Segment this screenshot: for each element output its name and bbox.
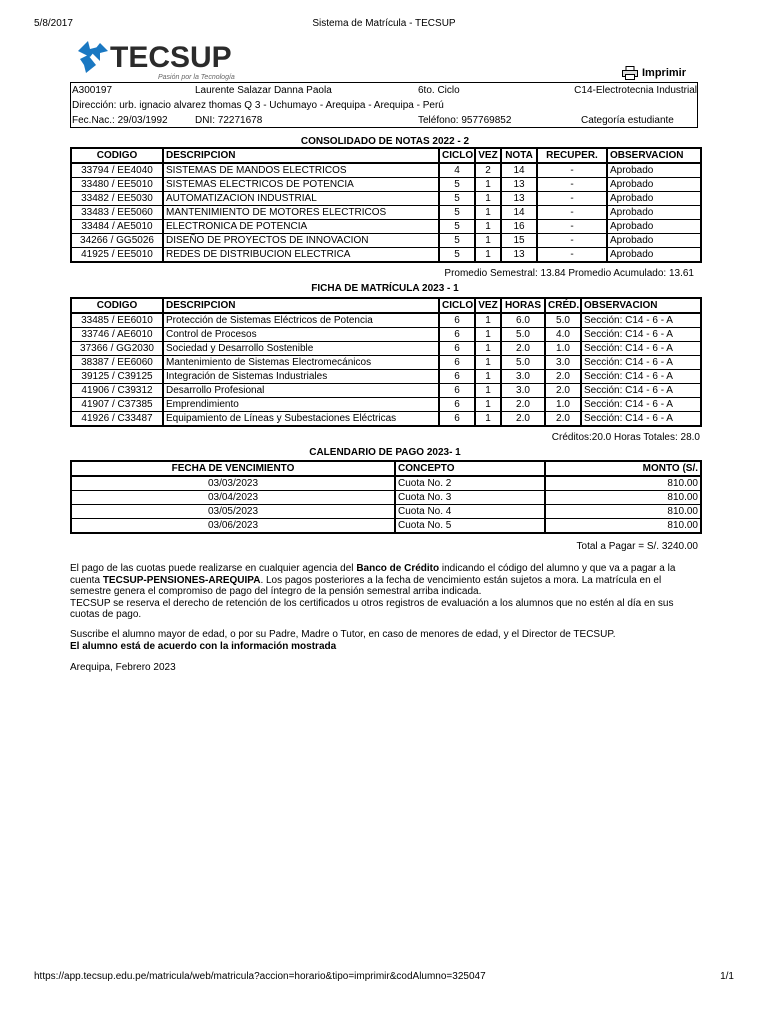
- student-dni: DNI: 72271678: [195, 115, 263, 126]
- table-cell: 1.0: [545, 398, 581, 412]
- table-row: [71, 220, 701, 234]
- table-cell: Aprobado: [607, 178, 701, 192]
- table-cell: 6: [439, 384, 475, 398]
- column-header: CODIGO: [71, 298, 163, 313]
- table-cell: Aprobado: [607, 234, 701, 248]
- table-cell: 2.0: [501, 412, 545, 427]
- bank-name: Banco de Crédito: [356, 563, 440, 574]
- table-row: [71, 370, 701, 384]
- column-header: OBSERVACION: [581, 298, 701, 313]
- table-cell: Aprobado: [607, 248, 701, 263]
- table-row: [71, 384, 701, 398]
- table-row: [71, 163, 701, 178]
- student-name: Laurente Salazar Danna Paola: [195, 85, 332, 96]
- table-cell: 5.0: [545, 313, 581, 328]
- table-cell: Emprendimiento: [163, 398, 439, 412]
- table-cell: Sección: C14 - 6 - A: [581, 398, 701, 412]
- enrollment-table: [70, 297, 702, 427]
- table-cell: Sección: C14 - 6 - A: [581, 328, 701, 342]
- grades-title: CONSOLIDADO DE NOTAS 2022 - 2: [300, 136, 470, 147]
- agreement-notice: El alumno está de acuerdo con la información mostrada: [70, 640, 337, 652]
- table-cell: 810.00: [545, 505, 701, 519]
- logo-tagline: Pasión por la Tecnología: [158, 74, 235, 81]
- place-date: Arequipa, Febrero 2023: [70, 662, 176, 673]
- table-cell: 5.0: [501, 328, 545, 342]
- table-row: [71, 206, 701, 220]
- grades-table: [70, 147, 702, 263]
- table-cell: 6: [439, 398, 475, 412]
- table-cell: Aprobado: [607, 192, 701, 206]
- table-cell: 33485 / EE6010: [71, 313, 163, 328]
- table-cell: Equipamiento de Líneas y Subestaciones Eléctricas: [163, 412, 439, 427]
- table-cell: 4: [439, 163, 475, 178]
- table-cell: -: [537, 163, 607, 178]
- table-cell: 03/03/2023: [71, 476, 395, 491]
- table-cell: Cuota No. 4: [395, 505, 545, 519]
- table-cell: 1: [475, 370, 501, 384]
- table-row: [71, 178, 701, 192]
- payments-total: Total a Pagar = S/. 3240.00: [576, 541, 698, 552]
- table-row: [71, 476, 701, 491]
- table-row: [71, 313, 701, 328]
- table-cell: 5: [439, 192, 475, 206]
- table-cell: 6: [439, 313, 475, 328]
- table-cell: 6: [439, 412, 475, 427]
- print-button[interactable]: [622, 64, 702, 82]
- table-cell: 39125 / C39125: [71, 370, 163, 384]
- table-cell: 6: [439, 328, 475, 342]
- table-cell: 2.0: [545, 370, 581, 384]
- table-cell: 2.0: [501, 398, 545, 412]
- student-category: Categoría estudiante: [581, 115, 674, 126]
- table-cell: 5: [439, 178, 475, 192]
- table-cell: 1: [475, 342, 501, 356]
- table-cell: 3.0: [501, 384, 545, 398]
- table-cell: 33483 / EE5060: [71, 206, 163, 220]
- footer-page: 1/1: [720, 971, 734, 982]
- table-cell: 2: [475, 163, 501, 178]
- table-cell: Cuota No. 2: [395, 476, 545, 491]
- table-cell: 34266 / GG5026: [71, 234, 163, 248]
- table-cell: 1: [475, 206, 501, 220]
- table-cell: Desarrollo Profesional: [163, 384, 439, 398]
- table-row: [71, 412, 701, 427]
- table-cell: 2.0: [545, 384, 581, 398]
- column-header: DESCRIPCION: [163, 148, 439, 163]
- student-info-box: [70, 82, 698, 128]
- table-cell: 03/05/2023: [71, 505, 395, 519]
- table-cell: 13: [501, 248, 537, 263]
- table-cell: -: [537, 206, 607, 220]
- retention-notice: TECSUP se reserva el derecho de retención de los certificados u otros registros de evaluación a los alumnos que no estén al día en sus cuotas de pago.: [70, 597, 674, 620]
- table-cell: 5: [439, 248, 475, 263]
- table-cell: -: [537, 178, 607, 192]
- table-cell: 6.0: [501, 313, 545, 328]
- student-phone: Teléfono: 957769852: [418, 115, 512, 126]
- table-cell: 4.0: [545, 328, 581, 342]
- table-cell: 13: [501, 178, 537, 192]
- column-header: RECUPER.: [537, 148, 607, 163]
- table-cell: 1: [475, 234, 501, 248]
- table-cell: 2.0: [501, 342, 545, 356]
- table-cell: Sección: C14 - 6 - A: [581, 313, 701, 328]
- logo-mark-icon: [70, 37, 240, 82]
- enrollment-title: FICHA DE MATRÍCULA 2023 - 1: [311, 283, 459, 294]
- table-cell: 41907 / C37385: [71, 398, 163, 412]
- table-cell: 1: [475, 192, 501, 206]
- table-row: [71, 505, 701, 519]
- table-cell: 810.00: [545, 519, 701, 534]
- table-cell: Cuota No. 3: [395, 491, 545, 505]
- table-cell: 14: [501, 206, 537, 220]
- table-row: [71, 398, 701, 412]
- table-cell: 1: [475, 412, 501, 427]
- table-cell: 1: [475, 220, 501, 234]
- payments-title: CALENDARIO DE PAGO 2023- 1: [309, 447, 461, 458]
- column-header: VEZ: [475, 298, 501, 313]
- column-header: DESCRIPCION: [163, 298, 439, 313]
- student-program: C14-Electrotecnia Industrial: [574, 85, 697, 96]
- table-cell: -: [537, 220, 607, 234]
- printer-icon: [622, 66, 638, 80]
- print-label: Imprimir: [642, 67, 687, 79]
- table-cell: Control de Procesos: [163, 328, 439, 342]
- table-cell: 38387 / EE6060: [71, 356, 163, 370]
- table-cell: ELECTRONICA DE POTENCIA: [163, 220, 439, 234]
- table-cell: 13: [501, 192, 537, 206]
- table-cell: SISTEMAS ELECTRICOS DE POTENCIA: [163, 178, 439, 192]
- table-row: [71, 356, 701, 370]
- table-row: [71, 192, 701, 206]
- payment-notice: El pago de las cuotas puede realizarse en cualquier agencia del Banco de Crédito indicando el código del alumno y que va a pagar a la cuenta TECSUP-PENSIONES-AREQUIPA. Los pagos posteriores a la fecha de vencimiento están sujetos a mora. La matrícula en el semestre genera el compromiso de pago del íntegro de la pensión semestral arriba indicada. TECSUP se reserva el derecho de retención de los certificados u otros registros de evaluación a los alumnos que no estén al día en sus cuotas de pago.: [70, 563, 676, 620]
- column-header: FECHA DE VENCIMIENTO: [71, 461, 395, 476]
- table-cell: 14: [501, 163, 537, 178]
- grades-summary: Promedio Semestral: 13.84 Promedio Acumulado: 13.61: [444, 268, 694, 279]
- table-cell: 33746 / AE6010: [71, 328, 163, 342]
- table-cell: 1: [475, 313, 501, 328]
- table-cell: 6: [439, 356, 475, 370]
- print-header: [0, 18, 768, 32]
- table-cell: 15: [501, 234, 537, 248]
- column-header: CICLO: [439, 298, 475, 313]
- table-cell: 16: [501, 220, 537, 234]
- table-cell: REDES DE DISTRIBUCION ELECTRICA: [163, 248, 439, 263]
- table-cell: 41925 / EE5010: [71, 248, 163, 263]
- table-cell: Aprobado: [607, 220, 701, 234]
- table-cell: AUTOMATIZACION INDUSTRIAL: [163, 192, 439, 206]
- table-cell: Sección: C14 - 6 - A: [581, 356, 701, 370]
- logo-text: TECSUP: [110, 41, 232, 74]
- table-cell: -: [537, 192, 607, 206]
- table-cell: 6: [439, 342, 475, 356]
- table-cell: 41906 / C39312: [71, 384, 163, 398]
- print-title: Sistema de Matrícula - TECSUP: [312, 18, 456, 29]
- table-cell: DISEÑO DE PROYECTOS DE INNOVACION: [163, 234, 439, 248]
- table-row: [71, 342, 701, 356]
- table-row: [71, 491, 701, 505]
- table-cell: SISTEMAS DE MANDOS ELECTRICOS: [163, 163, 439, 178]
- footer-url: https://app.tecsup.edu.pe/matricula/web/matricula?accion=horario&tipo=imprimir&codAlumno=325047: [34, 971, 486, 982]
- table-cell: Mantenimiento de Sistemas Electromecánicos: [163, 356, 439, 370]
- column-header: VEZ: [475, 148, 501, 163]
- column-header: CICLO: [439, 148, 475, 163]
- student-cycle: 6to. Ciclo: [418, 85, 460, 96]
- column-header: MONTO (S/.: [545, 461, 701, 476]
- column-header: CONCEPTO: [395, 461, 545, 476]
- table-cell: Cuota No. 5: [395, 519, 545, 534]
- table-cell: 5: [439, 234, 475, 248]
- table-row: [71, 328, 701, 342]
- column-header: CODIGO: [71, 148, 163, 163]
- table-cell: 5: [439, 206, 475, 220]
- table-cell: Sección: C14 - 6 - A: [581, 384, 701, 398]
- table-cell: Aprobado: [607, 206, 701, 220]
- column-header: NOTA: [501, 148, 537, 163]
- column-header: CRÉD.: [545, 298, 581, 313]
- table-cell: 33484 / AE5010: [71, 220, 163, 234]
- table-cell: 1: [475, 178, 501, 192]
- table-cell: 1.0: [545, 342, 581, 356]
- signature-notice: Suscribe el alumno mayor de edad, o por su Padre, Madre o Tutor, en caso de menores de edad, y el Director de TECSUP. El alumno está de acuerdo con la información mostrada: [70, 629, 616, 652]
- table-cell: 33794 / EE4040: [71, 163, 163, 178]
- table-row: [71, 234, 701, 248]
- table-cell: 1: [475, 328, 501, 342]
- student-code: A300197: [72, 85, 113, 96]
- table-cell: 6: [439, 370, 475, 384]
- table-cell: Integración de Sistemas Industriales: [163, 370, 439, 384]
- table-cell: Aprobado: [607, 163, 701, 178]
- table-cell: Sección: C14 - 6 - A: [581, 370, 701, 384]
- enrollment-summary: Créditos:20.0 Horas Totales: 28.0: [551, 432, 700, 443]
- table-cell: 03/06/2023: [71, 519, 395, 534]
- table-cell: 3.0: [501, 370, 545, 384]
- table-cell: 810.00: [545, 491, 701, 505]
- student-address: Dirección: urb. ignacio alvarez thomas Q 3 - Uchumayo - Arequipa - Arequipa - Perú: [72, 100, 444, 111]
- table-cell: 1: [475, 384, 501, 398]
- table-cell: Sección: C14 - 6 - A: [581, 342, 701, 356]
- table-cell: 1: [475, 248, 501, 263]
- payments-table: [70, 460, 702, 534]
- column-header: HORAS: [501, 298, 545, 313]
- table-cell: -: [537, 234, 607, 248]
- account-name: TECSUP-PENSIONES-AREQUIPA: [102, 574, 261, 586]
- table-cell: 2.0: [545, 412, 581, 427]
- table-cell: 33482 / EE5030: [71, 192, 163, 206]
- table-cell: 810.00: [545, 476, 701, 491]
- table-cell: 5.0: [501, 356, 545, 370]
- table-cell: Sociedad y Desarrollo Sostenible: [163, 342, 439, 356]
- student-birthdate: Fec.Nac.: 29/03/1992: [72, 115, 168, 126]
- table-row: [71, 519, 701, 534]
- table-cell: 1: [475, 356, 501, 370]
- table-cell: 1: [475, 398, 501, 412]
- table-cell: -: [537, 248, 607, 263]
- table-cell: Protección de Sistemas Eléctricos de Potencia: [163, 313, 439, 328]
- tecsup-logo: [70, 37, 240, 82]
- table-cell: 33480 / EE5010: [71, 178, 163, 192]
- print-date: 5/8/2017: [34, 18, 73, 29]
- table-cell: 3.0: [545, 356, 581, 370]
- table-cell: Sección: C14 - 6 - A: [581, 412, 701, 427]
- table-cell: 03/04/2023: [71, 491, 395, 505]
- table-cell: 41926 / C33487: [71, 412, 163, 427]
- table-cell: 5: [439, 220, 475, 234]
- table-cell: MANTENIMIENTO DE MOTORES ELECTRICOS: [163, 206, 439, 220]
- column-header: OBSERVACION: [607, 148, 701, 163]
- table-row: [71, 248, 701, 263]
- table-cell: 37366 / GG2030: [71, 342, 163, 356]
